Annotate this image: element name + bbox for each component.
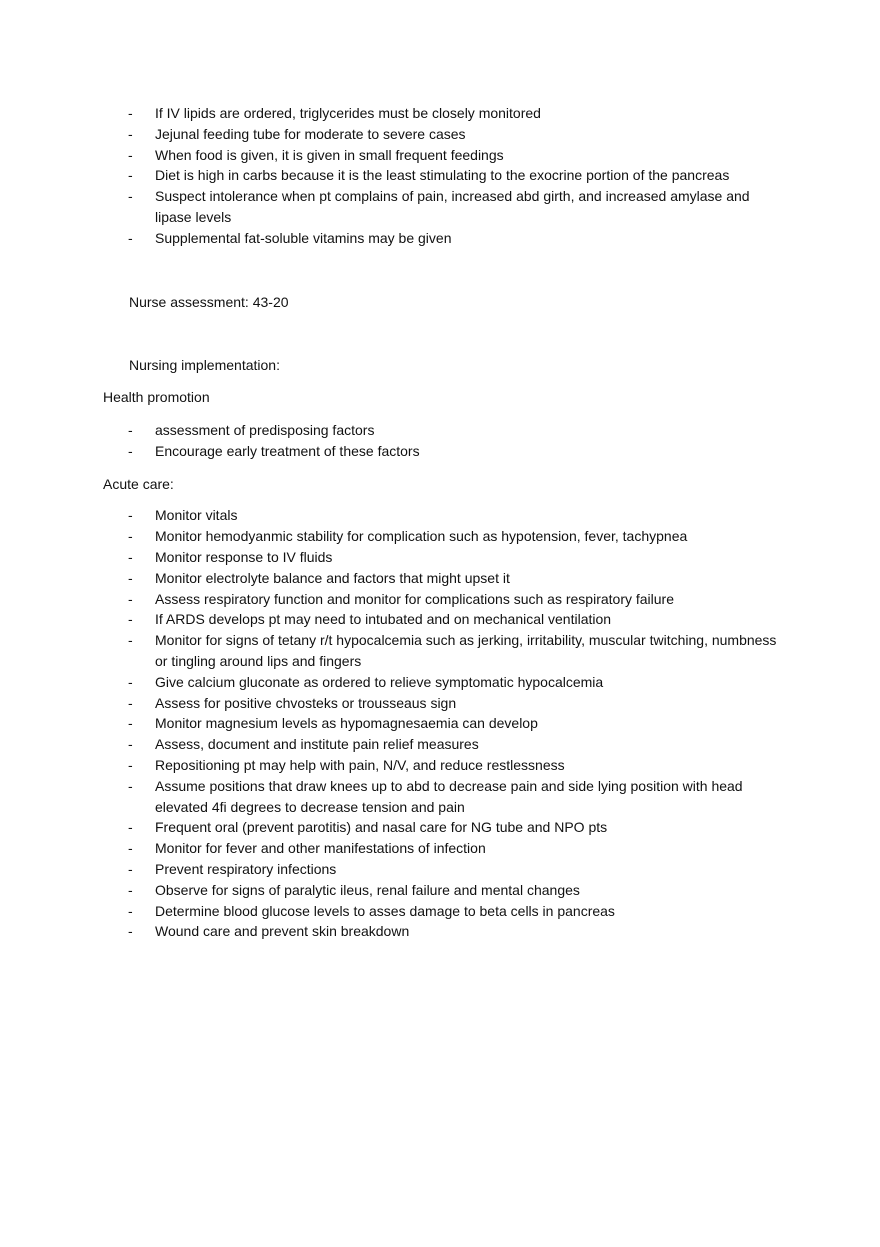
list-item-text: Frequent oral (prevent parotitis) and nasal care for NG tube and NPO pts (155, 819, 608, 836)
list-item-text: Assess for positive chvosteks or trousseaus sign (155, 694, 457, 711)
list-item-text: Monitor for fever and other manifestations of infection (155, 840, 486, 857)
bullet-dash: - (128, 507, 133, 524)
bullet-dash: - (128, 421, 133, 438)
bullet-dash: - (128, 528, 133, 545)
bullet-dash: - (128, 756, 133, 773)
list-item (0, 505, 880, 526)
bullet-dash: - (128, 105, 133, 121)
list-item-text: Monitor for signs of tetany r/t hypocalcemia such as jerking, irritability, muscular twitching, numbness or tingling around lips and fingers (155, 632, 777, 669)
list-item (0, 165, 880, 186)
list-item-text: Wound care and prevent skin breakdown (155, 923, 410, 940)
list-item-text: Diet is high in carbs because it is the least stimulating to the exocrine portion of the pancreas (155, 167, 730, 184)
bullet-dash: - (128, 694, 133, 711)
bullet-dash: - (128, 860, 133, 877)
list-item (0, 776, 880, 818)
list-item-text: Monitor magnesium levels as hypomagnesaemia can develop (155, 715, 538, 732)
bullet-dash: - (128, 188, 133, 205)
bullet-dash: - (128, 736, 133, 753)
list-item-text: If IV lipids are ordered, triglycerides must be closely monitored (155, 105, 541, 121)
bullet-dash: - (128, 590, 133, 607)
list-item (0, 838, 880, 859)
acute-care-heading: Acute care: (103, 475, 174, 492)
nurse-assessment: Nurse assessment: 43-20 (129, 293, 289, 310)
bullet-dash: - (128, 777, 133, 794)
bullet-dash: - (128, 715, 133, 732)
bullet-dash: - (128, 673, 133, 690)
list-item (0, 734, 880, 755)
bullet-dash: - (128, 229, 133, 246)
list-item-text: assessment of predisposing factors (155, 421, 375, 438)
list-item-text: Jejunal feeding tube for moderate to severe cases (155, 125, 466, 142)
list-item-text: Monitor hemodyanmic stability for complication such as hypotension, fever, tachypnea (155, 528, 688, 545)
health-promotion-list (0, 420, 880, 462)
list-item-text: Determine blood glucose levels to asses damage to beta cells in pancreas (155, 902, 615, 919)
list-item-text: Monitor electrolyte balance and factors that might upset it (155, 569, 510, 586)
list-item (0, 441, 880, 462)
list-item (0, 145, 880, 166)
list-item-text: If ARDS develops pt may need to intubated and on mechanical ventilation (155, 611, 612, 628)
bullet-dash: - (128, 902, 133, 919)
top-list (0, 103, 880, 249)
list-item (0, 693, 880, 714)
list-item-text: Supplemental fat-soluble vitamins may be given (155, 229, 452, 246)
bullet-dash: - (128, 167, 133, 184)
list-item (0, 228, 880, 249)
bullet-dash: - (128, 611, 133, 628)
nursing-implementation-heading: Nursing implementation: (129, 357, 280, 374)
list-item (0, 921, 880, 942)
health-promotion-heading: Health promotion (103, 389, 210, 406)
list-item (0, 186, 880, 228)
list-item-text: Assume positions that draw knees up to abd to decrease pain and side lying position with head elevated 4fi degrees to decrease tension and pain (155, 777, 743, 815)
list-item (0, 589, 880, 610)
list-item (0, 547, 880, 568)
list-item-text: Encourage early treatment of these factors (155, 442, 420, 459)
list-item-text: Observe for signs of paralytic ileus, renal failure and mental changes (155, 881, 580, 898)
list-item (0, 609, 880, 630)
bullet-dash: - (128, 146, 133, 163)
bullet-dash: - (128, 923, 133, 940)
bullet-dash: - (128, 548, 133, 565)
bullet-dash: - (128, 840, 133, 857)
list-item (0, 124, 880, 145)
list-item (0, 630, 880, 672)
list-item (0, 420, 880, 441)
list-item-text: Assess respiratory function and monitor for complications such as respiratory failure (155, 590, 674, 607)
list-item-text: Prevent respiratory infections (155, 860, 337, 877)
bullet-dash: - (128, 819, 133, 836)
list-item-text: Monitor vitals (155, 507, 238, 524)
list-item-text: Give calcium gluconate as ordered to relieve symptomatic hypocalcemia (155, 673, 604, 690)
bullet-dash: - (128, 632, 133, 649)
bullet-dash: - (128, 569, 133, 586)
list-item (0, 713, 880, 734)
bullet-dash: - (128, 881, 133, 898)
list-item-text: Assess, document and institute pain relief measures (155, 736, 479, 753)
bullet-dash: - (128, 125, 133, 142)
list-item (0, 672, 880, 693)
list-item-text: When food is given, it is given in small frequent feedings (155, 146, 504, 163)
bullet-dash: - (128, 442, 133, 459)
list-item (0, 568, 880, 589)
list-item (0, 526, 880, 547)
list-item-text: Repositioning pt may help with pain, N/V, and reduce restlessness (155, 756, 565, 773)
list-item (0, 880, 880, 901)
list-item (0, 817, 880, 838)
list-item (0, 901, 880, 922)
list-item (0, 103, 880, 124)
document-content (0, 103, 880, 942)
list-item (0, 859, 880, 880)
list-item-text: Monitor response to IV fluids (155, 548, 333, 565)
acute-care-list (0, 505, 880, 942)
list-item-text: Suspect intolerance when pt complains of pain, increased abd girth, and increased amylase and lipase levels (155, 188, 750, 225)
list-item (0, 755, 880, 776)
